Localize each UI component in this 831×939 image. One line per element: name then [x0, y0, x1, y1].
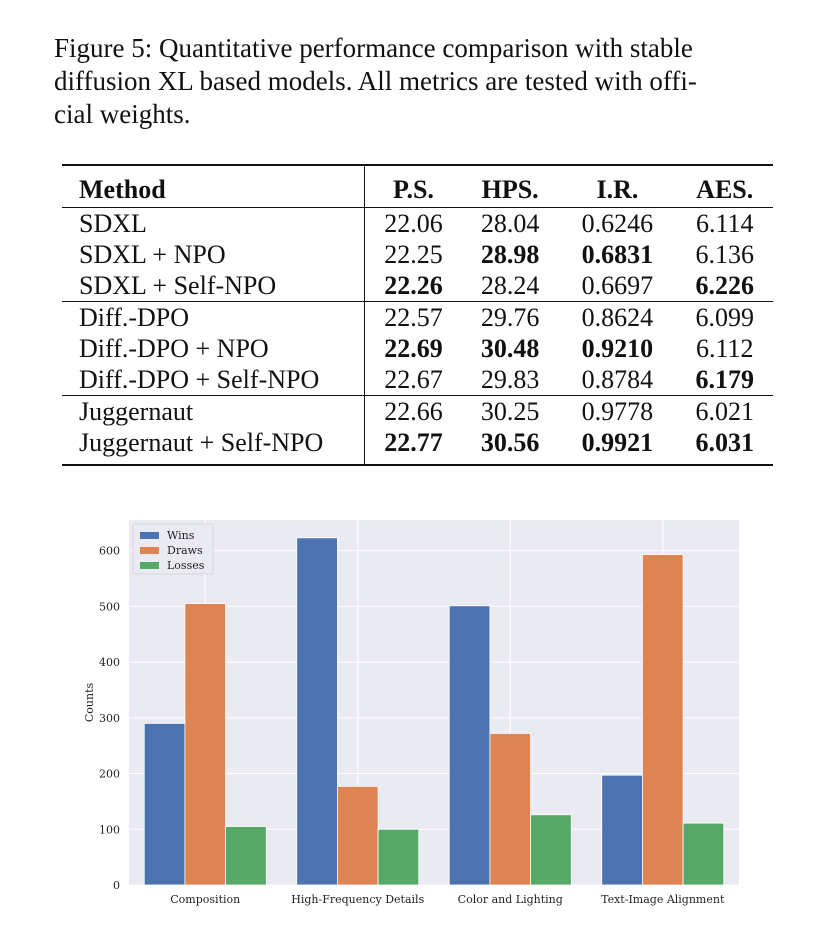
value-cell: 6.112 [695, 334, 754, 363]
value-cell: 28.24 [480, 271, 540, 300]
value-cell: 28.98 [480, 240, 540, 269]
bar-losses-0 [226, 826, 267, 885]
table-header-row [62, 165, 773, 208]
value-cell: 29.76 [462, 302, 559, 334]
method-cell: SDXL [62, 208, 365, 240]
table-row [62, 239, 773, 270]
legend-swatch-draws [140, 547, 159, 554]
value-cell: 30.48 [480, 334, 540, 363]
value-cell: 22.57 [365, 302, 462, 334]
bar-draws-3 [642, 555, 683, 885]
header-hps: HPS. [462, 165, 559, 208]
value-cell: 22.06 [384, 209, 443, 238]
value-cell: 6.031 [695, 428, 754, 457]
value-cell: 6.226 [695, 271, 754, 300]
bar-wins-1 [297, 538, 338, 885]
bar-wins-3 [602, 775, 643, 885]
value-cell: 0.6697 [581, 271, 654, 300]
y-tick-label: 400 [99, 656, 120, 670]
value-cell: 30.25 [462, 396, 559, 428]
results-table [62, 164, 773, 466]
y-tick-label: 500 [99, 600, 120, 614]
value-cell: 0.6246 [581, 209, 654, 238]
value-cell: 22.26 [384, 271, 443, 300]
table-row [62, 364, 773, 396]
value-cell: 28.04 [480, 209, 540, 238]
legend-swatch-wins [140, 532, 159, 539]
bar-wins-2 [449, 606, 490, 885]
header-method: Method [62, 165, 365, 208]
value-cell: 0.9921 [581, 428, 654, 457]
value-cell: 22.69 [384, 334, 443, 363]
x-tick-label: High-Frequency Details [291, 893, 425, 906]
value-cell: 6.114 [695, 209, 754, 238]
value-cell: 22.66 [365, 396, 462, 428]
comparison-bar-chart [80, 515, 745, 915]
method-cell: SDXL + Self-NPO [62, 270, 365, 302]
method-cell: SDXL + NPO [62, 239, 365, 270]
value-cell: 0.9210 [581, 334, 654, 363]
method-cell: Diff.-DPO + Self-NPO [62, 364, 365, 396]
caption-line-2: diffusion XL based models. All metrics are tested with offi- [54, 66, 697, 96]
table-row [62, 270, 773, 302]
y-tick-label: 300 [99, 711, 120, 725]
value-cell: 6.179 [695, 365, 754, 394]
method-cell: Diff.-DPO + NPO [62, 333, 365, 364]
bar-losses-2 [531, 815, 572, 885]
results-table-container [62, 164, 773, 466]
method-cell: Juggernaut [62, 396, 365, 428]
value-cell: 22.67 [384, 365, 443, 394]
y-tick-label: 0 [113, 879, 120, 892]
table-body [62, 208, 773, 466]
legend-label-losses: Losses [167, 559, 205, 572]
bar-losses-3 [683, 823, 724, 885]
bar-chart-svg [80, 515, 745, 915]
legend-label-draws: Draws [167, 544, 203, 557]
table-row [62, 208, 773, 240]
y-tick-label: 200 [99, 767, 120, 781]
table-row [62, 302, 773, 334]
value-cell: 22.77 [384, 428, 443, 457]
value-cell: 30.56 [480, 428, 540, 457]
bar-wins-0 [144, 723, 185, 885]
figure-caption [54, 32, 774, 131]
caption-line-3: cial weights. [54, 99, 191, 129]
header-aes: AES. [676, 165, 773, 208]
method-cell: Juggernaut + Self-NPO [62, 427, 365, 465]
value-cell: 22.25 [384, 240, 443, 269]
bar-losses-1 [378, 829, 419, 885]
bar-draws-0 [185, 604, 226, 885]
x-tick-label: Composition [170, 893, 241, 906]
bar-draws-2 [490, 733, 531, 885]
table-row [62, 396, 773, 428]
legend-swatch-losses [140, 562, 159, 569]
x-tick-label: Text-Image Alignment [601, 893, 725, 906]
value-cell: 0.8784 [581, 365, 654, 394]
y-tick-label: 600 [99, 544, 120, 558]
header-ps: P.S. [365, 165, 462, 208]
value-cell: 0.6831 [581, 240, 654, 269]
legend-label-wins: Wins [167, 529, 195, 542]
value-cell: 0.8624 [558, 302, 676, 334]
table-row [62, 333, 773, 364]
value-cell: 0.9778 [558, 396, 676, 428]
bar-draws-1 [337, 786, 378, 885]
method-cell: Diff.-DPO [62, 302, 365, 334]
header-ir: I.R. [558, 165, 676, 208]
value-cell: 6.136 [695, 240, 754, 269]
value-cell: 29.83 [480, 365, 540, 394]
y-tick-label: 100 [99, 823, 120, 837]
x-tick-label: Color and Lighting [457, 893, 563, 906]
value-cell: 6.021 [676, 396, 773, 428]
y-axis-label: Counts [83, 682, 96, 723]
table-row [62, 427, 773, 465]
caption-line-1: Figure 5: Quantitative performance comparison with stable [54, 33, 693, 63]
value-cell: 6.099 [676, 302, 773, 334]
